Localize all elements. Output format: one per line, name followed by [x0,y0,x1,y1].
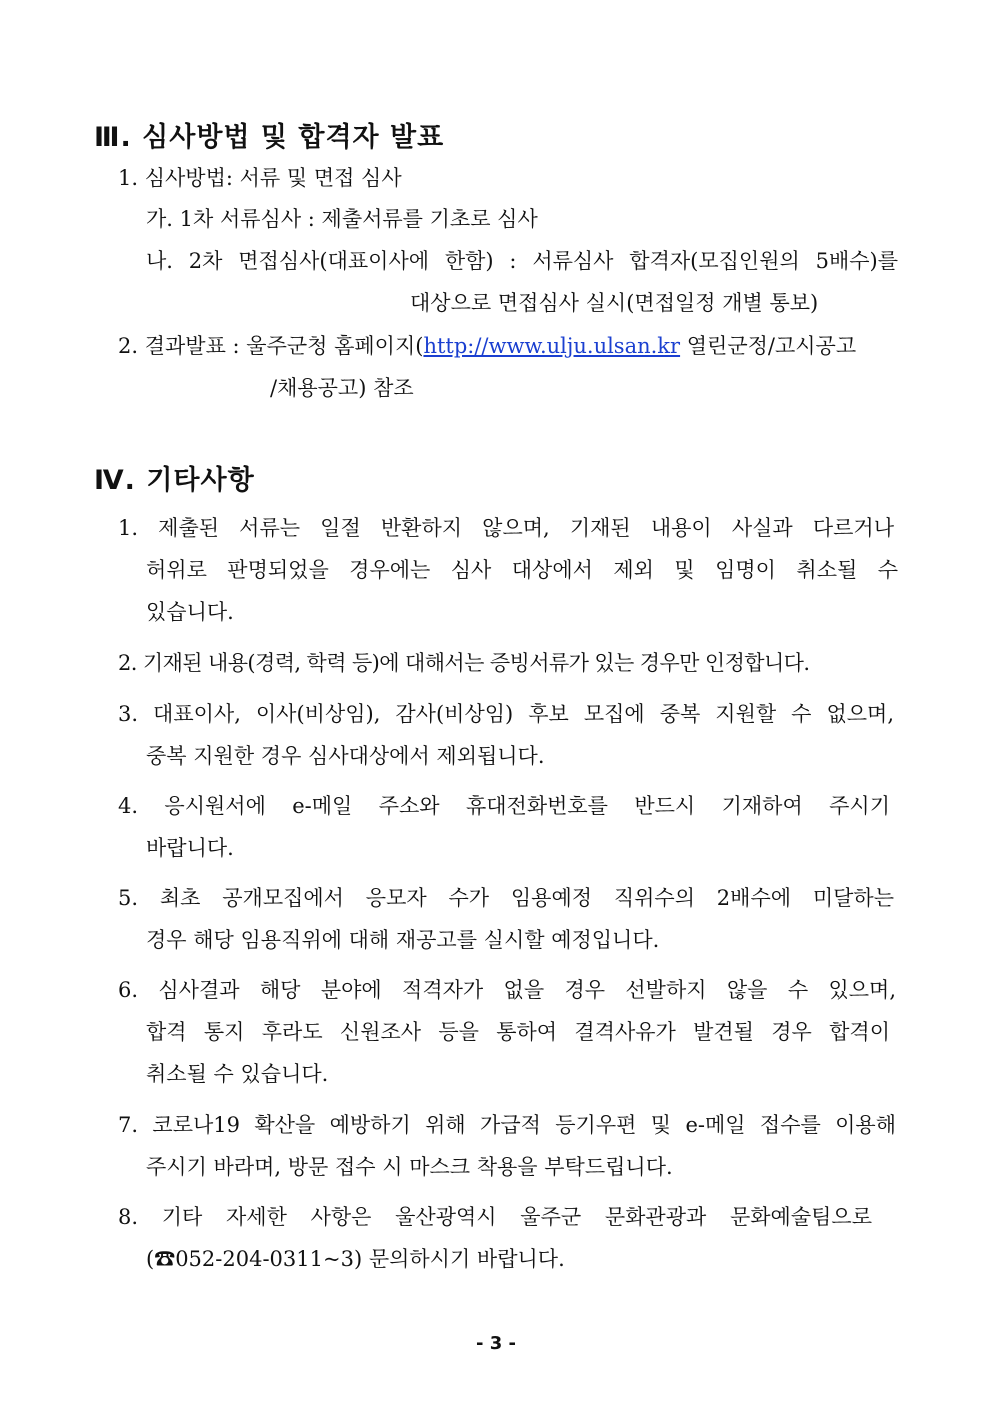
s4-item-4-line1: 4. 응시원서에 e-메일 주소와 휴대전화번호를 반드시 기재하여 주시기 [118,794,890,818]
s4-item-7-line2: 주시기 바라며, 방문 접수 시 마스크 착용을 부탁드립니다. [146,1155,673,1179]
s4-item-2-line1: 2. 기재된 내용(경력, 학력 등)에 대해서는 증빙서류가 있는 경우만 인정합니다. [118,651,810,675]
section-4-title: Ⅳ. 기타사항 [94,465,255,496]
homepage-link[interactable]: http://www.ulju.ulsan.kr [423,334,681,358]
s4-item-6-line3: 취소될 수 있습니다. [146,1062,329,1086]
s4-item-6-line1: 6. 심사결과 해당 분야에 적격자가 없을 경우 선발하지 않을 수 있으며, [118,978,896,1002]
s4-item-8-line1: 8. 기타 자세한 사항은 울산광역시 울주군 문화관광과 문화예술팀으로 [118,1205,872,1229]
s3-item-2-line1 [118,331,856,361]
s3-item-1b-line2: 대상으로 면접심사 실시(면접일정 개별 통보) [410,291,819,315]
s4-item-5-line2: 경우 해당 임용직위에 대해 재공고를 실시할 예정입니다. [146,928,660,952]
s4-item-3-line2: 중복 지원한 경우 심사대상에서 제외됩니다. [146,744,545,768]
s3-item-2-suffix: 열린군정/고시공고 [680,334,857,358]
s3-item-1: 1. 심사방법: 서류 및 면접 심사 [118,166,402,190]
s4-item-1-line2: 허위로 판명되었을 경우에는 심사 대상에서 제외 및 임명이 취소될 수 [146,558,898,582]
s4-item-1-line3: 있습니다. [146,600,234,624]
s3-item-2-line2: /채용공고) 참조 [270,376,414,400]
s4-item-3-line1: 3. 대표이사, 이사(비상임), 감사(비상임) 후보 모집에 중복 지원할 수 없으며, [118,702,894,726]
s4-item-5-line1: 5. 최초 공개모집에서 응모자 수가 임용예정 직위수의 2배수에 미달하는 [118,886,894,910]
s4-item-8-line2: (☎052-204-0311~3) 문의하시기 바랍니다. [146,1247,565,1271]
s3-item-1b-line1: 나. 2차 면접심사(대표이사에 한함) : 서류심사 합격자(모집인원의 5배수)를 [146,249,898,273]
s4-item-6-line2: 합격 통지 후라도 신원조사 등을 통하여 결격사유가 발견될 경우 합격이 [146,1020,890,1044]
s3-item-1a: 가. 1차 서류심사 : 제출서류를 기초로 심사 [146,207,538,231]
s4-item-7-line1: 7. 코로나19 확산을 예방하기 위해 가급적 등기우편 및 e-메일 접수를 이용해 [118,1113,896,1137]
s4-item-4-line2: 바랍니다. [146,836,234,860]
section-3-title: Ⅲ. 심사방법 및 합격자 발표 [94,122,445,153]
s3-item-2-prefix: 2. 결과발표 : 울주군청 홈페이지( [118,334,424,358]
s4-item-1-line1: 1. 제출된 서류는 일절 반환하지 않으며, 기재된 내용이 사실과 다르거나 [118,516,894,540]
page-number: - 3 - [476,1333,516,1354]
